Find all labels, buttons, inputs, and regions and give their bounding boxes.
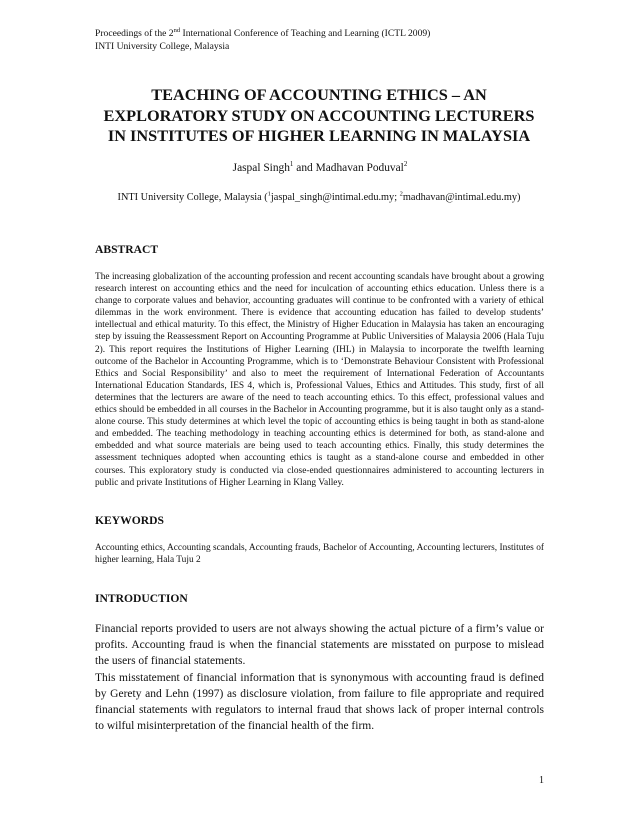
abstract-heading: ABSTRACT: [95, 243, 159, 256]
running-head: [95, 28, 430, 53]
paper-title: [60, 85, 578, 147]
title-line: IN INSTITUTES OF HIGHER LEARNING IN MALAYSIA: [107, 126, 531, 145]
title-line: EXPLORATORY STUDY ON ACCOUNTING LECTURERS: [103, 105, 535, 125]
keywords-body: Accounting ethics, Accounting scandals, Accounting frauds, Bachelor of Accounting, Accounting lecturers, Institutes of higher learning, Hala Tuju 2: [95, 543, 544, 566]
keywords-heading: KEYWORDS: [95, 514, 164, 527]
author-name: Madhavan Poduval: [315, 162, 404, 174]
introduction-paragraph: This misstatement of financial information that is synonymous with accounting fraud is defined by Gerety and Lehn (1997) as disclosure violation, from failure to file appropriate and required financial statements with regulators to internal fraud that shows lack of proper internal controls to wilful misinterpretation of the financial health of the firm.: [95, 672, 545, 732]
introduction-paragraph: Financial reports provided to users are not always showing the actual picture of a firm’s value or profits. Accounting fraud is when the financial statements are misstated on purpose to mislead the users of financial statements.: [95, 623, 545, 667]
email-address: madhavan@intimal.edu.my): [402, 192, 521, 203]
page-number: 1: [539, 775, 544, 786]
title-line: TEACHING OF ACCOUNTING ETHICS – AN: [151, 85, 487, 104]
running-head-line-2: INTI University College, Malaysia: [95, 40, 230, 52]
email-address: jaspal_singh@intimal.edu.my;: [270, 192, 400, 203]
introduction-heading: INTRODUCTION: [95, 592, 188, 605]
abstract-body: The increasing globalization of the accounting profession and recent accounting scandals have brought about a growing research interest on accounting ethics and the need for inculcation of accounting ethics education. Unless there is a change to corporate values and behavior, accounting graduates will continue to be confronted with a variety of ethical dilemmas in the work environment. There is evidence that accounting education has failed to develop students’ intellectual and ethical maturity. To this effect, the Ministry of Higher Education in Malaysia has taken an encouraging step by issuing the Reassessment Report on Accounting Programme at Public Universities of Malaysia 2006 (Hala Tuju 2). This report requires the Institutions of Higher Learning (IHL) in Malaysia to incorporate the twelfth learning outcome of the Bachelor in Accounting Programme, which is to ‘Demonstrate Behaviour Consistent with Professional Ethics and Social Responsibility’ and also to meet the requirement of International Federation of Accountants International Education Standards, IES 4, which is, Professional Values, Ethics and Attitudes. This study, first of all determines that the lecturers are aware of the need to teach accounting ethics. To this effect, professional values and ethics should be embedded in all courses in the Bachelor in Accounting programme, but it is also taught only as a stand-alone course. This study determines at which level the topic of accounting ethics is being taught in both as stand-alone and embedded. The teaching methodology in teaching accounting ethics is determined for both, as stand-alone and embedded and what source materials are being used to teach accounting ethics. Finally, this study determines the assessment techniques adopted when accounting ethics is taught as a stand-alone course and embedded in other courses. This exploratory study is conducted via close-ended questionnaires administered to accounting lecturers in public and private Institutions of Higher Learning in Klang Valley.: [95, 272, 545, 488]
author-name: Jaspal Singh: [232, 162, 290, 174]
running-head-line-1: Proceedings of the 2nd International Conference of Teaching and Learning (ICTL 2009): [95, 26, 431, 39]
author-list: Jaspal Singh$^1$ and Madhavan Poduval$^2$: [232, 160, 408, 174]
author-affiliation: INTI University College, Malaysia ($^1$jaspal_singh@intimal.edu.my; $^2$madhavan@intimal.edu.my): [117, 190, 521, 203]
